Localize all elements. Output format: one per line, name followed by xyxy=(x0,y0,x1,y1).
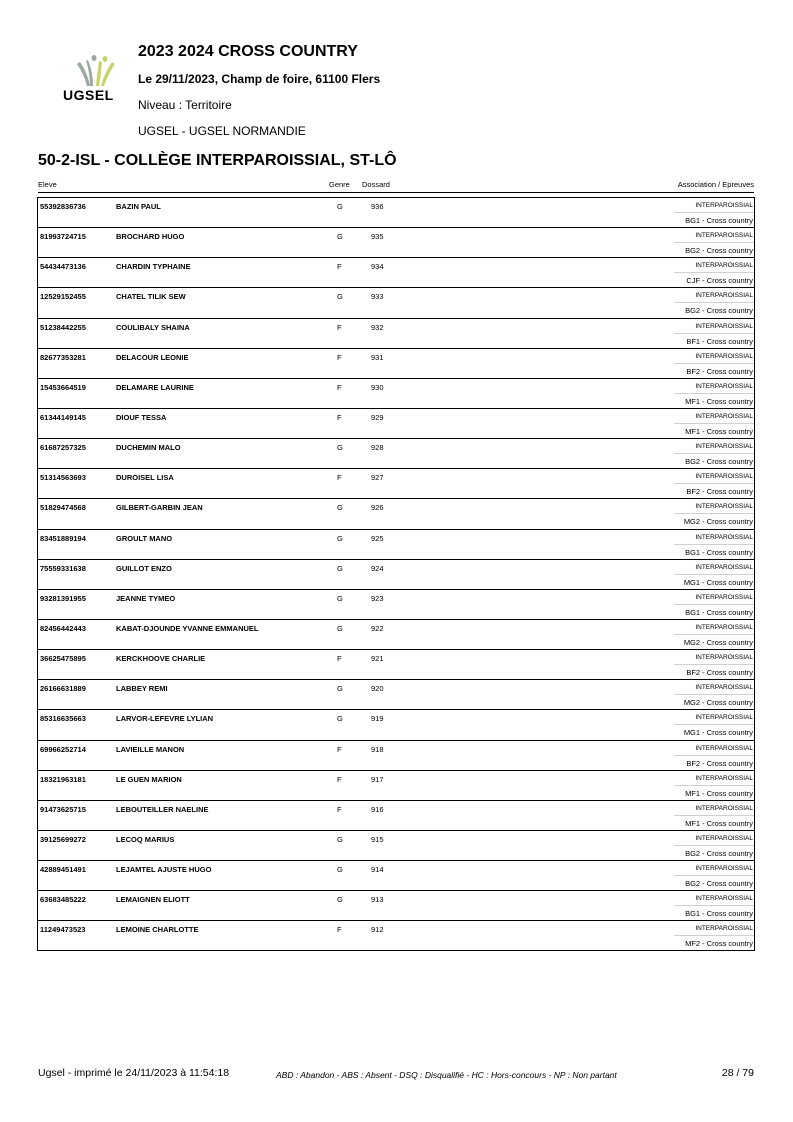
student-dossard: 920 xyxy=(371,684,384,694)
student-name: DUCHEMIN MALO xyxy=(116,443,181,453)
student-id: 51314563693 xyxy=(40,473,86,483)
student-id: 61344149145 xyxy=(40,412,86,422)
student-epreuve: MF1 - Cross country xyxy=(685,396,753,406)
student-id: 26166631889 xyxy=(40,684,86,694)
epreuve-divider xyxy=(674,393,754,394)
student-epreuve: MG2 - Cross country xyxy=(683,517,753,527)
student-name: LEMAIGNEN ELIOTT xyxy=(116,895,190,905)
epreuve-divider xyxy=(674,845,754,846)
table-row xyxy=(38,679,754,709)
table-row xyxy=(38,348,754,378)
student-id: 81993724715 xyxy=(40,232,86,242)
student-name: GILBERT-GARBIN JEAN xyxy=(116,503,203,513)
table-row xyxy=(38,529,754,559)
student-id: 82677353281 xyxy=(40,352,86,362)
table-row xyxy=(38,740,754,770)
epreuve-divider xyxy=(674,634,754,635)
student-id: 85316635663 xyxy=(40,714,86,724)
student-epreuve: BG2 - Cross country xyxy=(685,457,753,467)
student-association: INTERPAROISSIAL xyxy=(695,382,753,390)
table-row xyxy=(38,559,754,589)
student-name: GUILLOT ENZO xyxy=(116,563,172,573)
student-dossard: 931 xyxy=(371,352,384,362)
student-name: BROCHARD HUGO xyxy=(116,232,185,242)
student-dossard: 936 xyxy=(371,202,384,211)
table-row xyxy=(38,438,754,468)
student-dossard: 934 xyxy=(371,262,384,272)
student-association: INTERPAROISSIAL xyxy=(695,563,753,571)
student-genre: F xyxy=(337,473,342,483)
student-epreuve: BF2 - Cross country xyxy=(686,366,753,376)
student-name: LARVOR-LEFEVRE LYLIAN xyxy=(116,714,214,724)
student-genre: G xyxy=(337,714,343,724)
student-association: INTERPAROISSIAL xyxy=(695,412,753,420)
student-genre: G xyxy=(337,443,343,453)
student-name: DUROISEL LISA xyxy=(116,473,174,483)
student-epreuve: BG2 - Cross country xyxy=(685,879,753,889)
student-association: INTERPAROISSIAL xyxy=(695,834,753,842)
epreuve-divider xyxy=(674,905,754,906)
results-table xyxy=(37,197,755,951)
student-genre: F xyxy=(337,774,342,784)
student-epreuve: MF1 - Cross country xyxy=(685,426,753,436)
student-genre: F xyxy=(337,322,342,332)
table-row xyxy=(38,227,754,257)
student-dossard: 917 xyxy=(371,774,384,784)
student-id: 51238442255 xyxy=(40,322,86,332)
table-row xyxy=(38,498,754,528)
student-epreuve: CJF - Cross country xyxy=(686,276,753,286)
student-dossard: 933 xyxy=(371,292,384,302)
student-id: 91473625715 xyxy=(40,804,86,814)
epreuve-divider xyxy=(674,815,754,816)
student-genre: G xyxy=(337,232,343,242)
student-dossard: 928 xyxy=(371,443,384,453)
table-row xyxy=(38,468,754,498)
student-epreuve: MF2 - Cross country xyxy=(685,939,753,949)
event-organisation: UGSEL - UGSEL NORMANDIE xyxy=(138,124,306,138)
epreuve-divider xyxy=(674,483,754,484)
student-epreuve: MG1 - Cross country xyxy=(683,728,753,738)
table-header xyxy=(38,180,754,192)
student-genre: G xyxy=(337,684,343,694)
epreuve-divider xyxy=(674,363,754,364)
table-row xyxy=(38,649,754,679)
student-id: 83451889194 xyxy=(40,533,86,543)
student-id: 69966252714 xyxy=(40,744,86,754)
epreuve-divider xyxy=(674,513,754,514)
table-row xyxy=(38,318,754,348)
student-name: LEJAMTEL AJUSTE HUGO xyxy=(116,865,212,875)
student-dossard: 926 xyxy=(371,503,384,513)
student-association: INTERPAROISSIAL xyxy=(695,865,753,873)
student-epreuve: MF1 - Cross country xyxy=(685,788,753,798)
header-divider xyxy=(38,192,754,193)
student-id: 82456442443 xyxy=(40,623,86,633)
epreuve-divider xyxy=(674,785,754,786)
student-association: INTERPAROISSIAL xyxy=(695,443,753,451)
student-genre: G xyxy=(337,593,343,603)
table-row xyxy=(38,197,754,227)
student-genre: G xyxy=(337,834,343,844)
student-epreuve: BG1 - Cross country xyxy=(685,216,753,225)
table-row xyxy=(38,800,754,830)
student-id: 12529152455 xyxy=(40,292,86,302)
student-id: 15453664519 xyxy=(40,382,86,392)
student-name: DELACOUR LEONIE xyxy=(116,352,189,362)
epreuve-divider xyxy=(674,423,754,424)
student-association: INTERPAROISSIAL xyxy=(695,804,753,812)
student-dossard: 927 xyxy=(371,473,384,483)
student-genre: G xyxy=(337,563,343,573)
student-dossard: 930 xyxy=(371,382,384,392)
header-genre: Genre xyxy=(329,180,350,189)
student-id: 55392836736 xyxy=(40,202,86,211)
student-epreuve: BG2 - Cross country xyxy=(685,848,753,858)
student-genre: G xyxy=(337,202,343,211)
student-id: 11249473523 xyxy=(40,925,86,935)
student-association: INTERPAROISSIAL xyxy=(695,654,753,662)
student-genre: G xyxy=(337,503,343,513)
student-name: CHATEL TILIK SEW xyxy=(116,292,186,302)
student-epreuve: BF2 - Cross country xyxy=(686,487,753,497)
table-row xyxy=(38,860,754,890)
student-genre: F xyxy=(337,352,342,362)
student-dossard: 935 xyxy=(371,232,384,242)
legend: ABD : Abandon - ABS : Absent - DSQ : Disqualifié - HC : Hors-concours - NP : Non partant xyxy=(276,1070,617,1080)
student-name: LEMOINE CHARLOTTE xyxy=(116,925,199,935)
student-epreuve: MF1 - Cross country xyxy=(685,818,753,828)
student-association: INTERPAROISSIAL xyxy=(695,774,753,782)
student-id: 18321963181 xyxy=(40,774,86,784)
student-name: DIOUF TESSA xyxy=(116,412,167,422)
student-dossard: 929 xyxy=(371,412,384,422)
student-association: INTERPAROISSIAL xyxy=(695,623,753,631)
student-epreuve: MG2 - Cross country xyxy=(683,698,753,708)
student-name: LE GUEN MARION xyxy=(116,774,182,784)
student-association: INTERPAROISSIAL xyxy=(695,533,753,541)
student-genre: G xyxy=(337,865,343,875)
student-epreuve: BG1 - Cross country xyxy=(685,909,753,919)
student-epreuve: BF1 - Cross country xyxy=(686,336,753,346)
student-id: 93281391955 xyxy=(40,593,86,603)
table-row xyxy=(38,619,754,649)
table-row xyxy=(38,378,754,408)
student-genre: G xyxy=(337,623,343,633)
student-association: INTERPAROISSIAL xyxy=(695,473,753,481)
student-id: 63683485222 xyxy=(40,895,86,905)
epreuve-divider xyxy=(674,755,754,756)
table-row xyxy=(38,770,754,800)
student-name: LABBEY REMI xyxy=(116,684,168,694)
student-association: INTERPAROISSIAL xyxy=(695,262,753,270)
epreuve-divider xyxy=(674,544,754,545)
student-genre: F xyxy=(337,925,342,935)
epreuve-divider xyxy=(674,604,754,605)
student-genre: G xyxy=(337,292,343,302)
header-association: Association / Epreuves xyxy=(677,180,754,189)
student-genre: F xyxy=(337,654,342,664)
student-genre: F xyxy=(337,744,342,754)
table-row xyxy=(38,890,754,920)
event-date-location: Le 29/11/2023, Champ de foire, 61100 Flers xyxy=(138,72,381,86)
student-association: INTERPAROISSIAL xyxy=(695,503,753,511)
student-dossard: 913 xyxy=(371,895,384,905)
epreuve-divider xyxy=(674,242,754,243)
student-association: INTERPAROISSIAL xyxy=(695,352,753,360)
student-dossard: 919 xyxy=(371,714,384,724)
student-dossard: 914 xyxy=(371,865,384,875)
table-row xyxy=(38,257,754,287)
student-epreuve: BG2 - Cross country xyxy=(685,306,753,316)
student-id: 51829474568 xyxy=(40,503,86,513)
student-name: JEANNE TYMEO xyxy=(116,593,176,603)
student-dossard: 922 xyxy=(371,623,384,633)
student-dossard: 912 xyxy=(371,925,384,935)
student-association: INTERPAROISSIAL xyxy=(695,292,753,300)
student-epreuve: MG2 - Cross country xyxy=(683,637,753,647)
page-number: 28 / 79 xyxy=(721,1067,754,1079)
student-association: INTERPAROISSIAL xyxy=(695,925,753,933)
student-association: INTERPAROISSIAL xyxy=(695,202,753,209)
school-title: 50-2-ISL - COLLÈGE INTERPAROISSIAL, ST-LÔ xyxy=(38,152,397,169)
epreuve-divider xyxy=(674,724,754,725)
student-dossard: 924 xyxy=(371,563,384,573)
student-genre: F xyxy=(337,804,342,814)
student-name: COULIBALY SHAINA xyxy=(116,322,190,332)
student-genre: F xyxy=(337,262,342,272)
epreuve-divider xyxy=(674,574,754,575)
epreuve-divider xyxy=(674,272,754,273)
student-association: INTERPAROISSIAL xyxy=(695,593,753,601)
student-id: 36625475895 xyxy=(40,654,86,664)
student-dossard: 925 xyxy=(371,533,384,543)
table-row xyxy=(38,709,754,739)
student-name: GROULT MANO xyxy=(116,533,173,543)
student-dossard: 918 xyxy=(371,744,384,754)
student-dossard: 921 xyxy=(371,654,384,664)
student-epreuve: BF2 - Cross country xyxy=(686,758,753,768)
student-name: LECOQ MARIUS xyxy=(116,834,175,844)
event-level: Niveau : Territoire xyxy=(138,98,232,112)
logo-text: UGSEL xyxy=(63,87,114,103)
student-id: 39125699272 xyxy=(40,834,86,844)
table-row xyxy=(38,589,754,619)
student-epreuve: BF2 - Cross country xyxy=(686,668,753,678)
student-epreuve: BG2 - Cross country xyxy=(685,246,753,256)
epreuve-divider xyxy=(674,875,754,876)
header-dossard: Dossard xyxy=(362,180,390,189)
student-id: 61687257325 xyxy=(40,443,86,453)
student-name: LEBOUTEILLER NAELINE xyxy=(116,804,209,814)
student-name: KABAT-DJOUNDE YVANNE EMMANUEL xyxy=(116,623,259,633)
event-title: 2023 2024 CROSS COUNTRY xyxy=(138,43,358,60)
table-row xyxy=(38,830,754,860)
student-epreuve: MG1 - Cross country xyxy=(683,577,753,587)
student-association: INTERPAROISSIAL xyxy=(695,684,753,692)
student-genre: F xyxy=(337,412,342,422)
header-eleve: Eleve xyxy=(38,180,57,189)
student-name: CHARDIN TYPHAINE xyxy=(116,262,191,272)
student-name: KERCKHOOVE CHARLIE xyxy=(116,654,206,664)
student-epreuve: BG1 - Cross country xyxy=(685,547,753,557)
table-row xyxy=(38,920,754,950)
student-genre: G xyxy=(337,533,343,543)
student-association: INTERPAROISSIAL xyxy=(695,232,753,240)
print-info: Ugsel - imprimé le 24/11/2023 à 11:54:18 xyxy=(38,1067,230,1079)
epreuve-divider xyxy=(674,664,754,665)
epreuve-divider xyxy=(674,333,754,334)
student-epreuve: BG1 - Cross country xyxy=(685,607,753,617)
student-dossard: 915 xyxy=(371,834,384,844)
student-association: INTERPAROISSIAL xyxy=(695,714,753,722)
epreuve-divider xyxy=(674,302,754,303)
table-row xyxy=(38,287,754,317)
student-name: DELAMARE LAURINE xyxy=(116,382,194,392)
table-row xyxy=(38,408,754,438)
student-genre: F xyxy=(337,382,342,392)
student-dossard: 932 xyxy=(371,322,384,332)
epreuve-divider xyxy=(674,935,754,936)
student-association: INTERPAROISSIAL xyxy=(695,322,753,330)
student-association: INTERPAROISSIAL xyxy=(695,744,753,752)
student-association: INTERPAROISSIAL xyxy=(695,895,753,903)
student-id: 42889451491 xyxy=(40,865,86,875)
student-id: 54434473136 xyxy=(40,262,86,272)
student-dossard: 916 xyxy=(371,804,384,814)
epreuve-divider xyxy=(674,694,754,695)
epreuve-divider xyxy=(674,212,754,213)
student-genre: G xyxy=(337,895,343,905)
student-name: LAVIEILLE MANON xyxy=(116,744,185,754)
student-dossard: 923 xyxy=(371,593,384,603)
epreuve-divider xyxy=(674,453,754,454)
student-id: 75559331638 xyxy=(40,563,86,573)
student-name: BAZIN PAUL xyxy=(116,202,161,211)
